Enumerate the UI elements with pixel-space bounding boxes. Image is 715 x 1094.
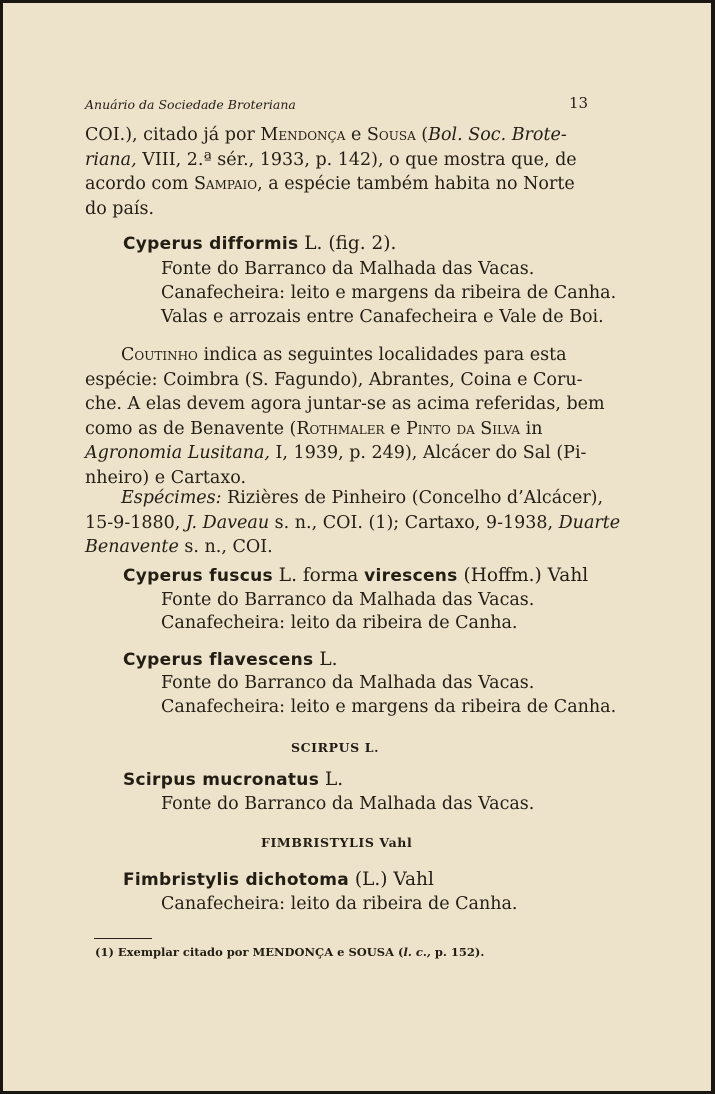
text-line: como as de Benavente (Rothmaler e Pinto da Silva in bbox=[85, 418, 543, 439]
author-name: Sampaio bbox=[193, 174, 258, 194]
coutinho-paragraph bbox=[85, 343, 605, 490]
author-name: Mendonça bbox=[260, 125, 346, 145]
text-line: Agronomia Lusitana, I, 1939, p. 249), Alcácer do Sal (Pi- bbox=[85, 443, 587, 463]
text-line: espécie: Coimbra (S. Fagundo), Abrantes, Coina e Coru- bbox=[85, 369, 583, 390]
locality-line: Fonte do Barranco da Malhada das Vacas. bbox=[161, 259, 535, 279]
locality-line: Fonte do Barranco da Malhada das Vacas. bbox=[161, 794, 535, 814]
species-heading: Fimbristylis dichotoma (L.) Vahl bbox=[123, 869, 434, 890]
text-line: nheiro) e Cartaxo. bbox=[85, 467, 247, 488]
text-line: Coutinho indica as seguintes localidades para esta bbox=[121, 345, 567, 365]
text-line: 15-9-1880, J. Daveau s. n., COI. (1); Cartaxo, 9-1938, Duarte bbox=[85, 512, 621, 533]
journal-title: Agronomia Lusitana, bbox=[85, 443, 270, 463]
text-line: Espécimes: Rizières de Pinheiro (Concelho d’Alcácer), bbox=[121, 488, 604, 508]
text-line: do país. bbox=[85, 198, 155, 219]
collector-name: Benavente bbox=[85, 537, 179, 557]
locality-line: Canafecheira: leito da ribeira de Canha. bbox=[161, 613, 518, 633]
locality-line: Canafecheira: leito e margens da ribeira de Canha. bbox=[161, 283, 617, 303]
author-name: Pinto da Silva bbox=[406, 418, 521, 439]
genus-heading: SCIRPUS L. bbox=[291, 740, 380, 755]
author-name: Coutinho bbox=[121, 345, 198, 365]
locality-line: Fonte do Barranco da Malhada das Vacas. bbox=[161, 673, 535, 693]
intro-paragraph bbox=[85, 123, 585, 221]
species-heading: Cyperus fuscus L. forma virescens (Hoffm.) Vahl bbox=[123, 565, 589, 586]
text-line: acordo com Sampaio, a espécie também habita no Norte bbox=[85, 174, 575, 194]
running-title: Anuário da Sociedade Broteriana bbox=[85, 97, 296, 112]
genus-heading: FIMBRISTYLIS Vahl bbox=[261, 835, 413, 850]
author-name: Sousa bbox=[366, 125, 416, 145]
collector-name: J. Daveau bbox=[185, 512, 270, 533]
footnote: (1) Exemplar citado por MENDONÇA e SOUSA (l. c., p. 152). bbox=[95, 945, 485, 959]
species-heading: Cyperus difformis L. (fig. 2). bbox=[123, 233, 397, 254]
species-heading: Cyperus flavescens L. bbox=[123, 649, 338, 670]
locality-line: Fonte do Barranco da Malhada das Vacas. bbox=[161, 590, 535, 610]
text-line: riana, VIII, 2.ª sér., 1933, p. 142), o que mostra que, de bbox=[85, 149, 577, 170]
text-line: COI.), citado já por Mendonça e Sousa (Bol. Soc. Brote- bbox=[85, 125, 567, 145]
locality-line: Valas e arrozais entre Canafecheira e Vale de Boi. bbox=[161, 307, 604, 327]
locality-line: Canafecheira: leito e margens da ribeira de Canha. bbox=[161, 697, 617, 717]
text-line: che. A elas devem agora juntar-se as acima referidas, bem bbox=[85, 394, 605, 414]
page-number: 13 bbox=[569, 94, 589, 112]
locality-line: Canafecheira: leito da ribeira de Canha. bbox=[161, 894, 518, 914]
journal-title: Bol. Soc. Brote- bbox=[428, 125, 567, 145]
collector-name: Duarte bbox=[558, 512, 621, 533]
species-heading: Scirpus mucronatus L. bbox=[123, 769, 344, 790]
specimens-paragraph bbox=[85, 486, 621, 560]
author-name: Rothmaler bbox=[296, 418, 385, 439]
text-line: Benavente s. n., COI. bbox=[85, 537, 273, 557]
book-page bbox=[3, 3, 711, 1091]
footnote-rule bbox=[94, 938, 152, 939]
